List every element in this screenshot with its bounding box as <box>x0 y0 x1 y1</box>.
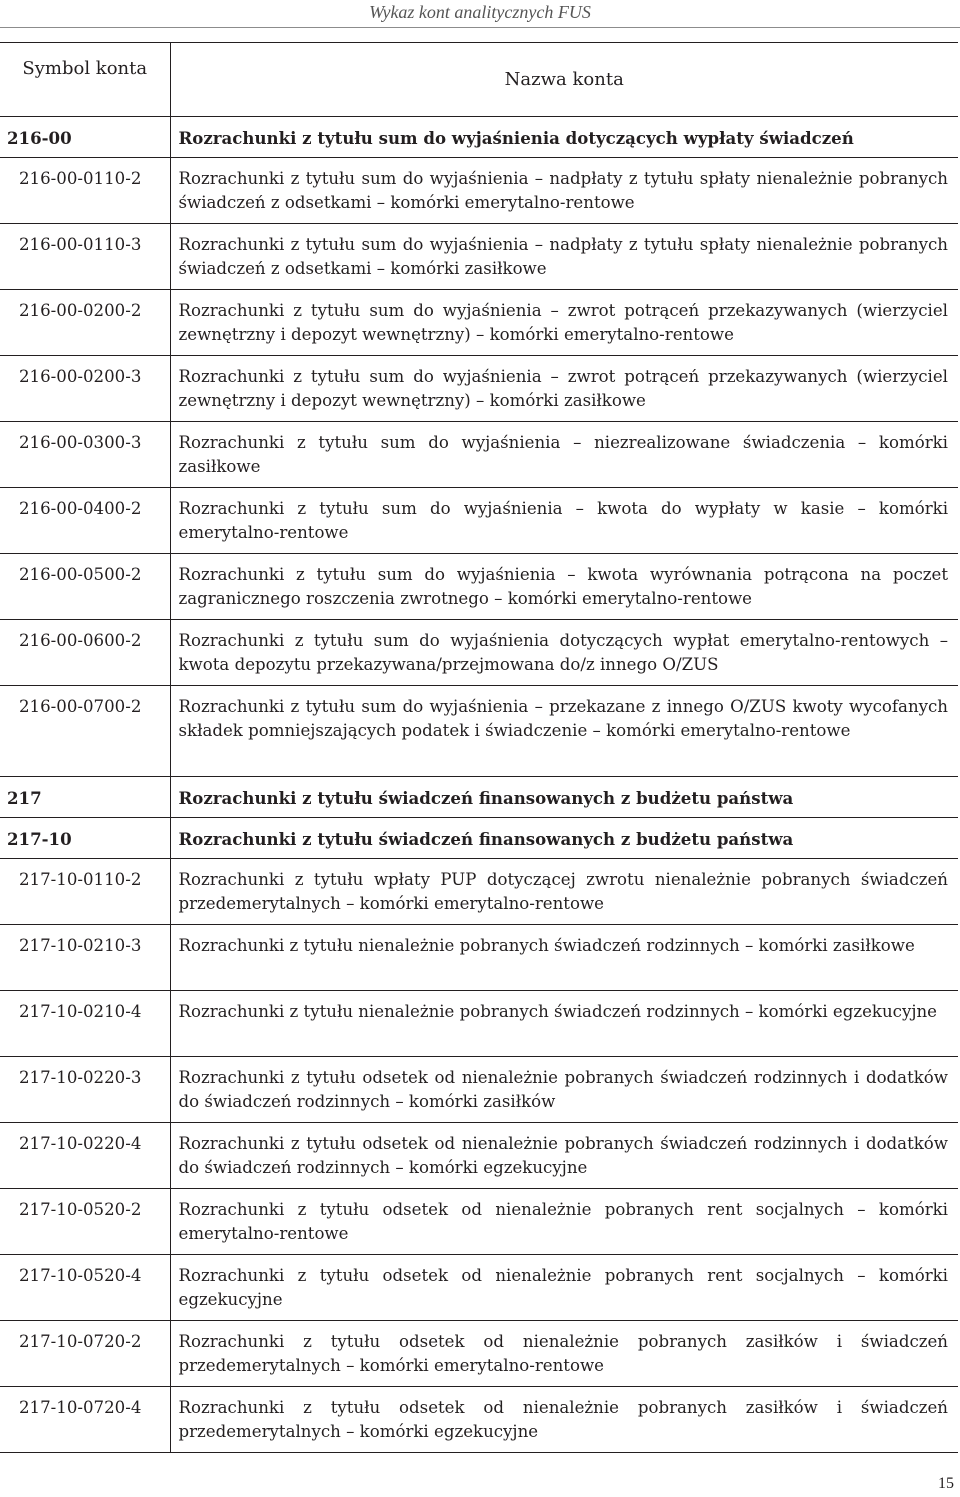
account-symbol: 217-10-0520-4 <box>0 1255 170 1321</box>
account-name: Rozrachunki z tytułu sum do wyjaśnienia – zwrot potrąceń przekazywanych (wierzyciel zewnętrzny i depozyt wewnętrzny) – komórki emerytalno-rentowe <box>170 290 958 356</box>
account-symbol: 217 <box>0 777 170 818</box>
account-name: Rozrachunki z tytułu sum do wyjaśnienia – nadpłaty z tytułu spłaty nienależnie pobranych świadczeń z odsetkami – komórki emerytalno-rentowe <box>170 158 958 224</box>
account-symbol: 216-00-0400-2 <box>0 488 170 554</box>
account-symbol: 217-10-0220-3 <box>0 1057 170 1123</box>
account-name: Rozrachunki z tytułu sum do wyjaśnienia – przekazane z innego O/ZUS kwoty wycofanych składek pomniejszających podatek i świadczenie – komórki emerytalno-rentowe <box>170 686 958 777</box>
account-symbol: 217-10-0720-2 <box>0 1321 170 1387</box>
table-row <box>0 1123 958 1189</box>
table-row <box>0 290 958 356</box>
table-row <box>0 422 958 488</box>
account-symbol: 216-00-0200-2 <box>0 290 170 356</box>
account-name: Rozrachunki z tytułu świadczeń finansowanych z budżetu państwa <box>170 777 958 818</box>
account-name: Rozrachunki z tytułu sum do wyjaśnienia – kwota do wypłaty w kasie – komórki emerytalno-rentowe <box>170 488 958 554</box>
table-row <box>0 859 958 925</box>
column-header-name: Nazwa konta <box>170 43 958 117</box>
account-symbol: 216-00-0300-3 <box>0 422 170 488</box>
page-number: 15 <box>938 1475 954 1492</box>
table-header-row <box>0 43 958 117</box>
account-symbol: 217-10-0110-2 <box>0 859 170 925</box>
table-row-group <box>0 117 958 158</box>
table-row <box>0 686 958 777</box>
account-symbol: 216-00-0700-2 <box>0 686 170 777</box>
account-symbol: 217-10-0220-4 <box>0 1123 170 1189</box>
account-name: Rozrachunki z tytułu sum do wyjaśnienia dotyczących wypłaty świadczeń <box>170 117 958 158</box>
table-row-group <box>0 818 958 859</box>
account-symbol: 216-00 <box>0 117 170 158</box>
account-name: Rozrachunki z tytułu odsetek od nienależnie pobranych świadczeń rodzinnych i dodatków do świadczeń rodzinnych – komórki egzekucyjne <box>170 1123 958 1189</box>
column-header-symbol: Symbol konta <box>0 43 170 117</box>
accounts-table <box>0 42 958 1453</box>
account-name: Rozrachunki z tytułu świadczeń finansowanych z budżetu państwa <box>170 818 958 859</box>
account-name: Rozrachunki z tytułu sum do wyjaśnienia – kwota wyrównania potrącona na poczet zagranicznego roszczenia zwrotnego – komórki emerytalno-rentowe <box>170 554 958 620</box>
account-name: Rozrachunki z tytułu odsetek od nienależnie pobranych rent socjalnych – komórki emerytalno-rentowe <box>170 1189 958 1255</box>
running-head: Wykaz kont analitycznych FUS <box>0 0 960 28</box>
account-symbol: 216-00-0600-2 <box>0 620 170 686</box>
table-row <box>0 1321 958 1387</box>
account-name: Rozrachunki z tytułu nienależnie pobranych świadczeń rodzinnych – komórki zasiłkowe <box>170 925 958 991</box>
account-name: Rozrachunki z tytułu sum do wyjaśnienia dotyczących wypłat emerytalno-rentowych – kwota depozytu przekazywana/przejmowana do/z innego O/ZUS <box>170 620 958 686</box>
account-symbol: 217-10 <box>0 818 170 859</box>
table-row <box>0 1255 958 1321</box>
table-row-group <box>0 777 958 818</box>
account-symbol: 216-00-0200-3 <box>0 356 170 422</box>
account-name: Rozrachunki z tytułu sum do wyjaśnienia – niezrealizowane świadczenia – komórki zasiłkowe <box>170 422 958 488</box>
account-name: Rozrachunki z tytułu sum do wyjaśnienia – zwrot potrąceń przekazywanych (wierzyciel zewnętrzny i depozyt wewnętrzny) – komórki zasiłkowe <box>170 356 958 422</box>
table-row <box>0 356 958 422</box>
table-row <box>0 925 958 991</box>
table-row <box>0 991 958 1057</box>
table-row <box>0 1189 958 1255</box>
account-symbol: 216-00-0110-3 <box>0 224 170 290</box>
table-row <box>0 554 958 620</box>
account-name: Rozrachunki z tytułu odsetek od nienależnie pobranych rent socjalnych – komórki egzekucyjne <box>170 1255 958 1321</box>
account-name: Rozrachunki z tytułu nienależnie pobranych świadczeń rodzinnych – komórki egzekucyjne <box>170 991 958 1057</box>
account-symbol: 217-10-0210-4 <box>0 991 170 1057</box>
account-name: Rozrachunki z tytułu odsetek od nienależnie pobranych zasiłków i świadczeń przedemerytalnych – komórki emerytalno-rentowe <box>170 1321 958 1387</box>
table-body <box>0 117 958 1453</box>
table-row <box>0 224 958 290</box>
table-row <box>0 1387 958 1453</box>
table-row <box>0 1057 958 1123</box>
table-row <box>0 488 958 554</box>
account-name: Rozrachunki z tytułu odsetek od nienależnie pobranych zasiłków i świadczeń przedemerytalnych – komórki egzekucyjne <box>170 1387 958 1453</box>
account-symbol: 216-00-0110-2 <box>0 158 170 224</box>
account-symbol: 217-10-0210-3 <box>0 925 170 991</box>
account-symbol: 217-10-0520-2 <box>0 1189 170 1255</box>
account-symbol: 216-00-0500-2 <box>0 554 170 620</box>
account-name: Rozrachunki z tytułu odsetek od nienależnie pobranych świadczeń rodzinnych i dodatków do świadczeń rodzinnych – komórki zasiłków <box>170 1057 958 1123</box>
table-row <box>0 158 958 224</box>
account-symbol: 217-10-0720-4 <box>0 1387 170 1453</box>
account-name: Rozrachunki z tytułu wpłaty PUP dotyczącej zwrotu nienależnie pobranych świadczeń przedemerytalnych – komórki emerytalno-rentowe <box>170 859 958 925</box>
table-row <box>0 620 958 686</box>
account-name: Rozrachunki z tytułu sum do wyjaśnienia – nadpłaty z tytułu spłaty nienależnie pobranych świadczeń z odsetkami – komórki zasiłkowe <box>170 224 958 290</box>
